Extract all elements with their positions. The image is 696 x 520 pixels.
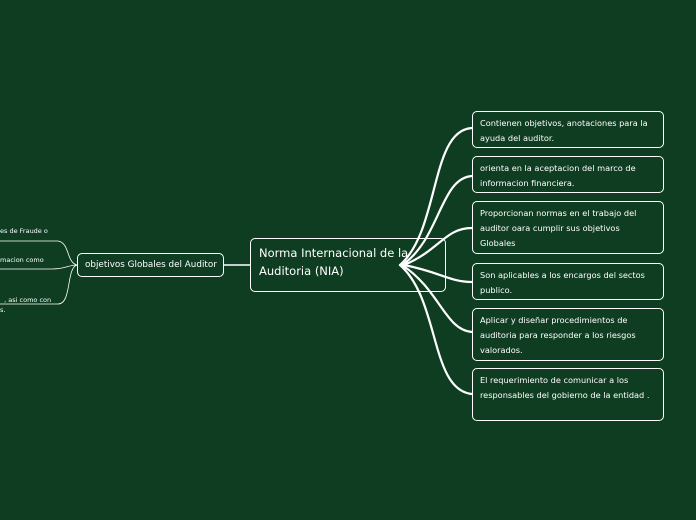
right-node-3[interactable]	[472, 201, 664, 254]
right-node-4[interactable]	[472, 263, 664, 300]
left-leaf-2-label: macion como	[0, 256, 44, 264]
right-node-1-label: Contienen objetivos, anotaciones para la ayuda del auditor.	[480, 118, 648, 143]
right-node-6[interactable]	[472, 368, 664, 421]
right-node-2[interactable]	[472, 156, 664, 193]
right-node-3-label: Proporcionan normas en el trabajo del auditor oara cumplir sus objetivos Globales	[480, 208, 637, 248]
right-node-6-label: El requerimiento de comunicar a los responsables del gobierno de la entidad .	[480, 375, 650, 400]
left-leaf-1-label: es de Fraude o	[0, 227, 48, 235]
left-leaf-2[interactable]	[0, 256, 44, 266]
left-leaf-3-label: , asi como con s.	[0, 295, 52, 314]
left-leaf-1[interactable]	[0, 227, 48, 237]
right-node-5[interactable]	[472, 308, 664, 361]
left-leaf-3[interactable]	[0, 286, 51, 315]
right-node-5-label: Aplicar y diseñar procedimientos de auditoria para responder a los riesgos valorados.	[480, 315, 636, 355]
objetivos-globales-node[interactable]	[77, 253, 224, 277]
objetivos-globales-label: objetivos Globales del Auditor	[85, 260, 217, 270]
central-topic-node[interactable]	[250, 238, 446, 292]
right-node-2-label: orienta en la aceptacion del marco de informacion financiera.	[480, 163, 636, 188]
central-topic-label: Norma Internacional de la Auditoria (NIA)	[259, 246, 409, 278]
right-node-4-label: Son aplicables a los encargos del sectos publico.	[480, 270, 645, 295]
right-node-1[interactable]	[472, 111, 664, 148]
